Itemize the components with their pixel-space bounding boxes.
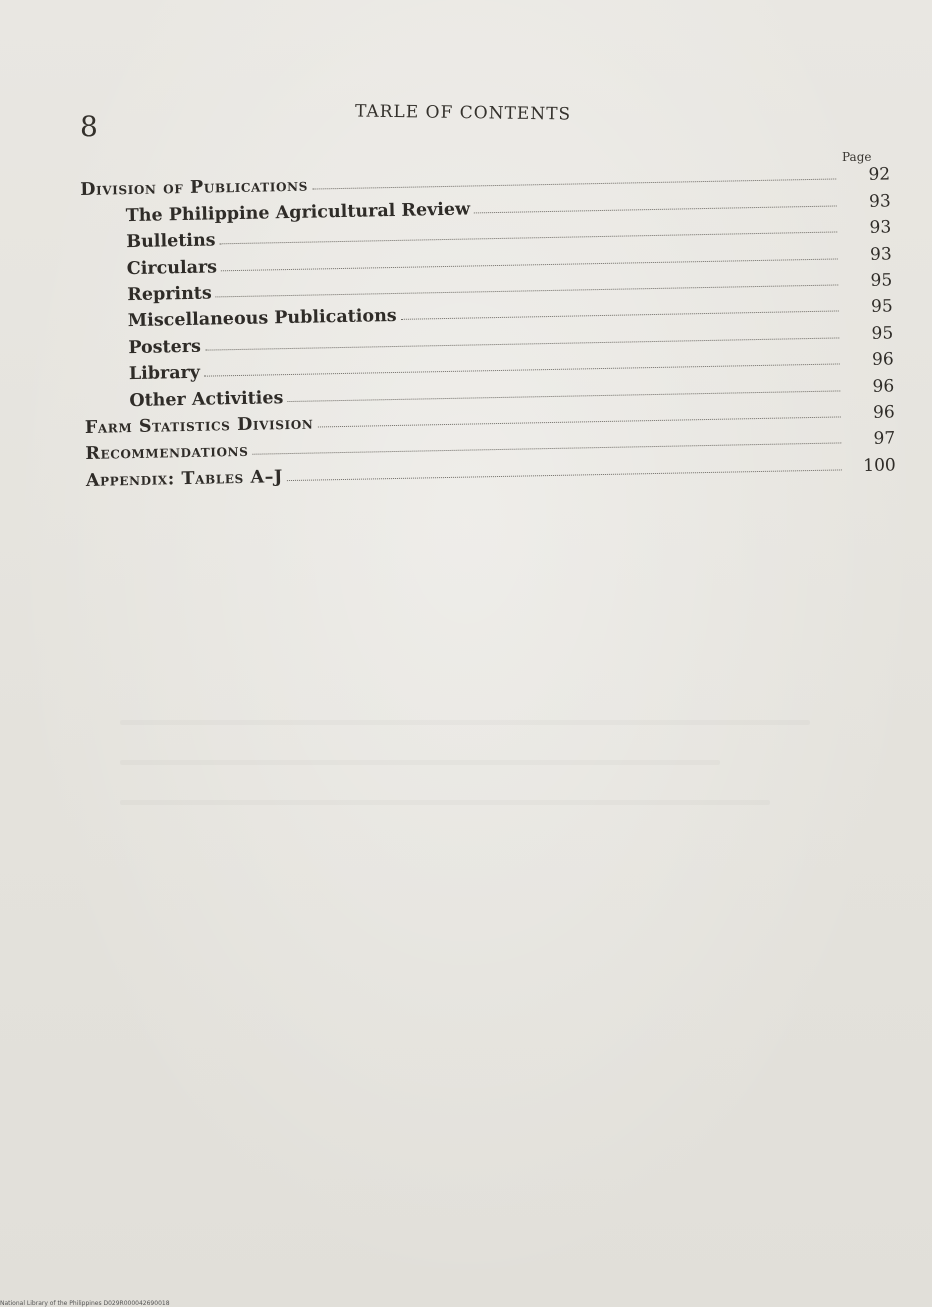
toc-entry-label: Appendix: Tables A–J xyxy=(85,466,284,491)
dot-leader xyxy=(287,469,842,481)
toc-entry-page: 95 xyxy=(870,296,893,318)
toc-entry-page: 92 xyxy=(868,164,891,186)
toc-entry-page: 93 xyxy=(868,191,891,212)
bleed-through-line xyxy=(120,720,810,725)
table-of-contents xyxy=(80,158,896,490)
toc-entry-label: The Philippine Agricultural Review xyxy=(125,199,471,226)
bleed-through-line xyxy=(120,760,720,765)
toc-entry-label: Recommendations xyxy=(85,441,249,465)
toc-entry-label: Circulars xyxy=(126,256,218,279)
toc-entry-page: 96 xyxy=(872,402,895,423)
toc-entry-label: Division of Publications xyxy=(80,176,309,201)
toc-entry-page: 93 xyxy=(869,217,892,239)
toc-entry-page: 97 xyxy=(873,428,896,450)
page-number: 8 xyxy=(80,110,98,143)
toc-entry-page: 100 xyxy=(863,455,896,476)
footer-credit: National Library of the Philippines D029R000042690018 xyxy=(0,1300,170,1307)
toc-entry-label: Reprints xyxy=(127,283,212,306)
toc-entry-page: 95 xyxy=(870,270,893,291)
toc-entry-label: Farm Statistics Division xyxy=(84,413,314,438)
toc-entry-page: 93 xyxy=(869,243,892,265)
page-column-label: Page xyxy=(842,150,872,164)
toc-entry-page: 96 xyxy=(872,375,895,397)
toc-entry-page: 96 xyxy=(871,349,894,370)
toc-entry-label: Other Activities xyxy=(129,387,284,411)
bleed-through-line xyxy=(120,800,770,805)
page-title: TARLE OF CONTENTS xyxy=(354,101,572,125)
dot-leader xyxy=(474,205,837,213)
toc-entry-label: Miscellaneous Publications xyxy=(127,306,397,332)
toc-entry-label: Posters xyxy=(128,336,202,358)
toc-entry-label: Bulletins xyxy=(126,230,216,253)
toc-entry-label: Library xyxy=(128,362,201,385)
toc-entry-page: 95 xyxy=(871,323,894,344)
